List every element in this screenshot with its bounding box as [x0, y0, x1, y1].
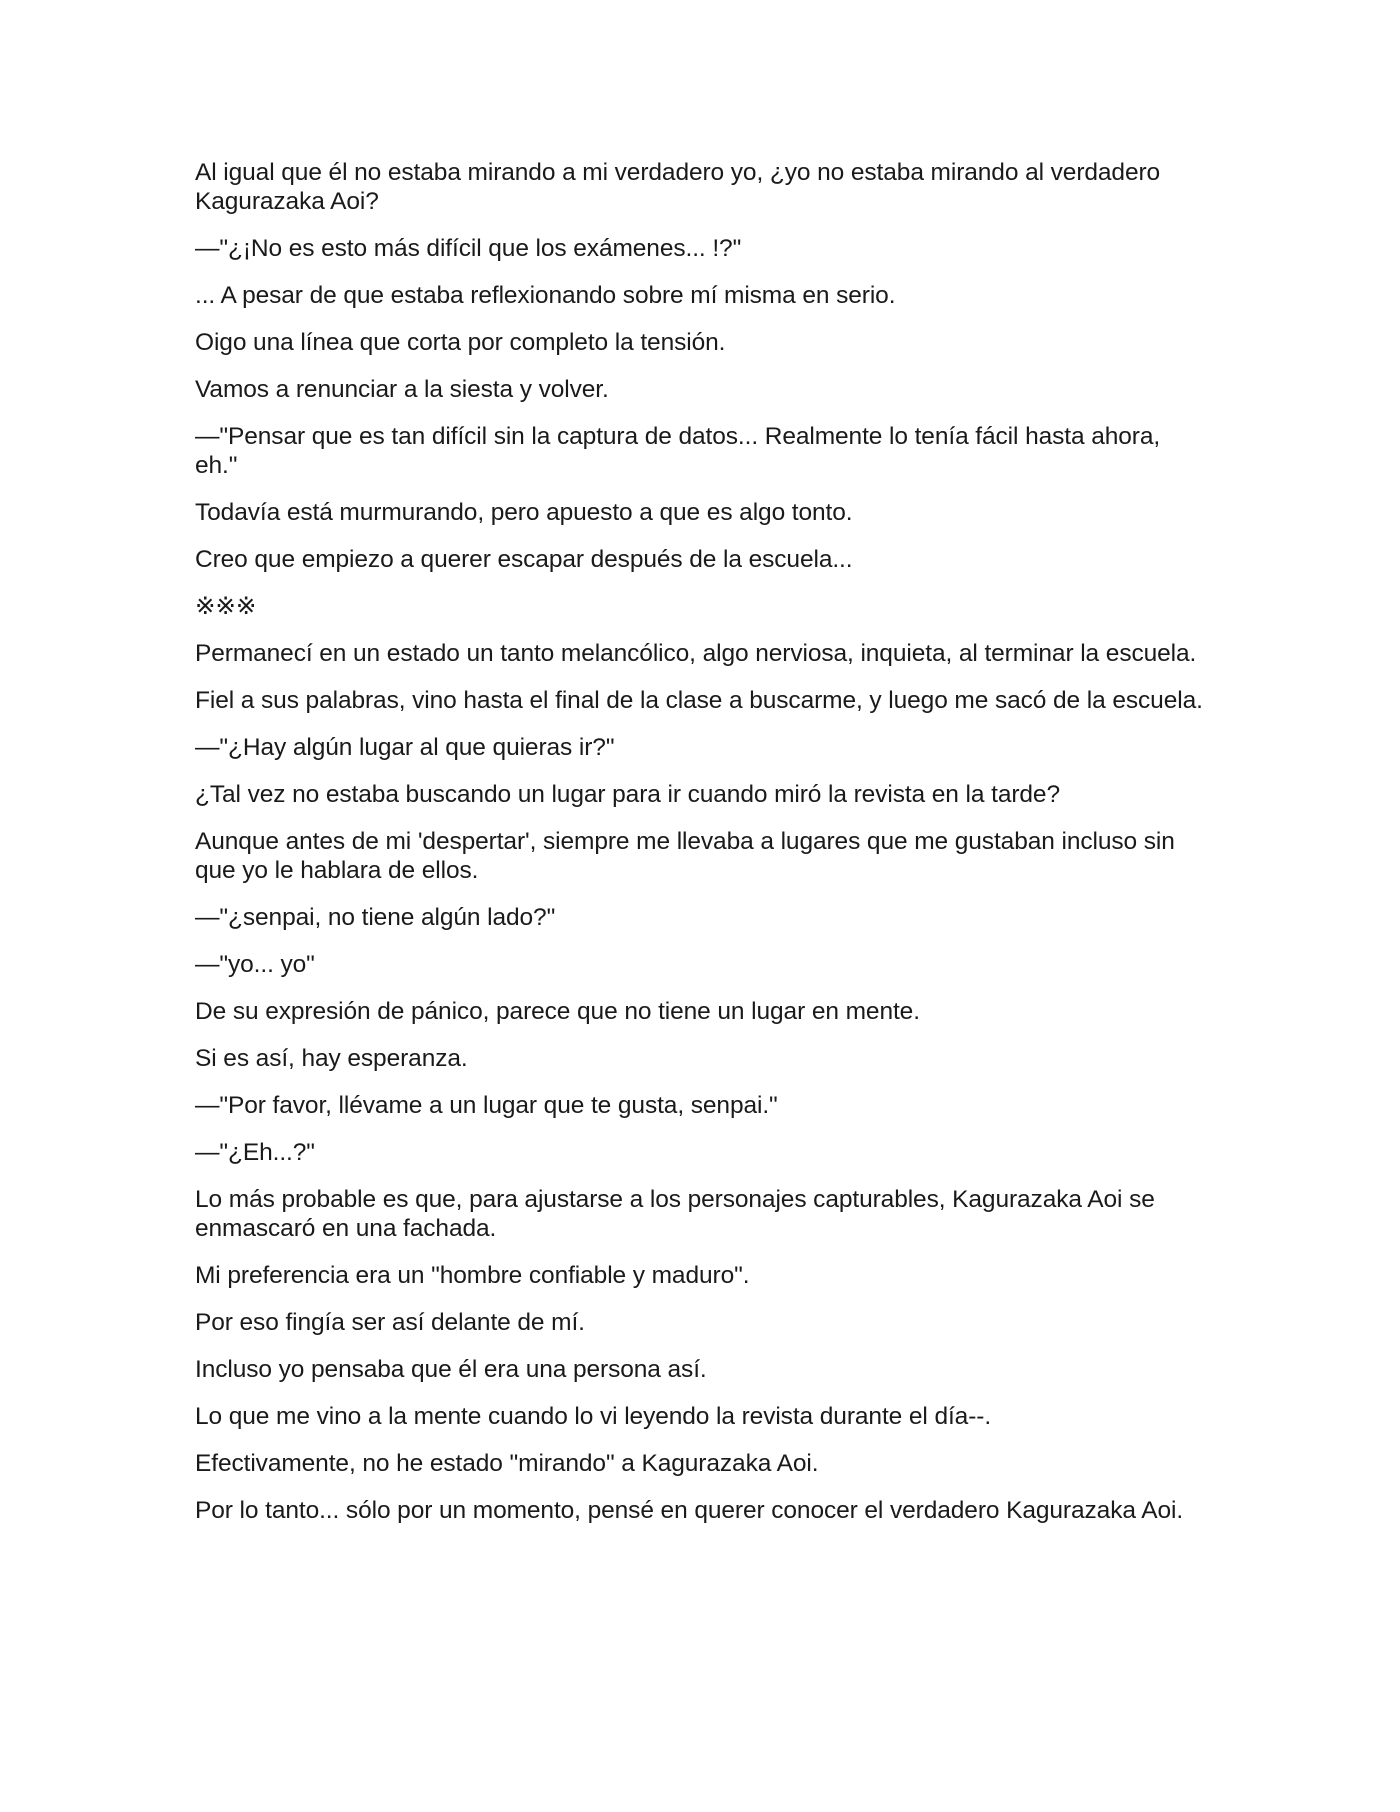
paragraph: Aunque antes de mi 'despertar', siempre me llevaba a lugares que me gustaban incluso sin que yo le hablara de ellos.: [195, 828, 1175, 884]
paragraph: Todavía está murmurando, pero apuesto a que es algo tonto.: [195, 499, 853, 526]
paragraph: —"Pensar que es tan difícil sin la captura de datos... Realmente lo tenía fácil hasta ahora, eh.": [195, 423, 1161, 479]
scene-break: ※※※: [195, 593, 257, 620]
paragraph: Al igual que él no estaba mirando a mi verdadero yo, ¿yo no estaba mirando al verdadero Kagurazaka Aoi?: [195, 159, 1161, 215]
paragraph: ... A pesar de que estaba reflexionando sobre mí misma en serio.: [195, 282, 896, 309]
body-text: [195, 158, 1205, 1543]
paragraph: Mi preferencia era un "hombre confiable y maduro".: [195, 1262, 750, 1289]
paragraph: Lo más probable es que, para ajustarse a los personajes capturables, Kagurazaka Aoi se enmascaró en una fachada.: [195, 1186, 1155, 1242]
paragraph: Creo que empiezo a querer escapar después de la escuela...: [195, 546, 853, 573]
paragraph: Incluso yo pensaba que él era una persona así.: [195, 1356, 707, 1383]
paragraph: —"¿¡No es esto más difícil que los exámenes... !?": [195, 235, 742, 262]
paragraph: Si es así, hay esperanza.: [195, 1045, 468, 1072]
paragraph: Lo que me vino a la mente cuando lo vi leyendo la revista durante el día--.: [195, 1403, 992, 1430]
paragraph: —"¿Hay algún lugar al que quieras ir?": [195, 734, 615, 761]
paragraph: Efectivamente, no he estado "mirando" a Kagurazaka Aoi.: [195, 1450, 819, 1477]
paragraph: —"¿senpai, no tiene algún lado?": [195, 904, 556, 931]
paragraph: —"¿Eh...?": [195, 1139, 315, 1166]
paragraph: Fiel a sus palabras, vino hasta el final de la clase a buscarme, y luego me sacó de la escuela.: [195, 687, 1203, 714]
paragraph: —"Por favor, llévame a un lugar que te gusta, senpai.": [195, 1092, 778, 1119]
paragraph: De su expresión de pánico, parece que no tiene un lugar en mente.: [195, 998, 920, 1025]
paragraph: Por lo tanto... sólo por un momento, pensé en querer conocer el verdadero Kagurazaka Aoi.: [195, 1497, 1184, 1524]
paragraph: —"yo... yo": [195, 951, 315, 978]
paragraph: Por eso fingía ser así delante de mí.: [195, 1309, 585, 1336]
paragraph: Oigo una línea que corta por completo la tensión.: [195, 329, 726, 356]
paragraph: Permanecí en un estado un tanto melancólico, algo nerviosa, inquieta, al terminar la escuela.: [195, 640, 1197, 667]
paragraph: ¿Tal vez no estaba buscando un lugar para ir cuando miró la revista en la tarde?: [195, 781, 1060, 808]
paragraph: Vamos a renunciar a la siesta y volver.: [195, 376, 609, 403]
